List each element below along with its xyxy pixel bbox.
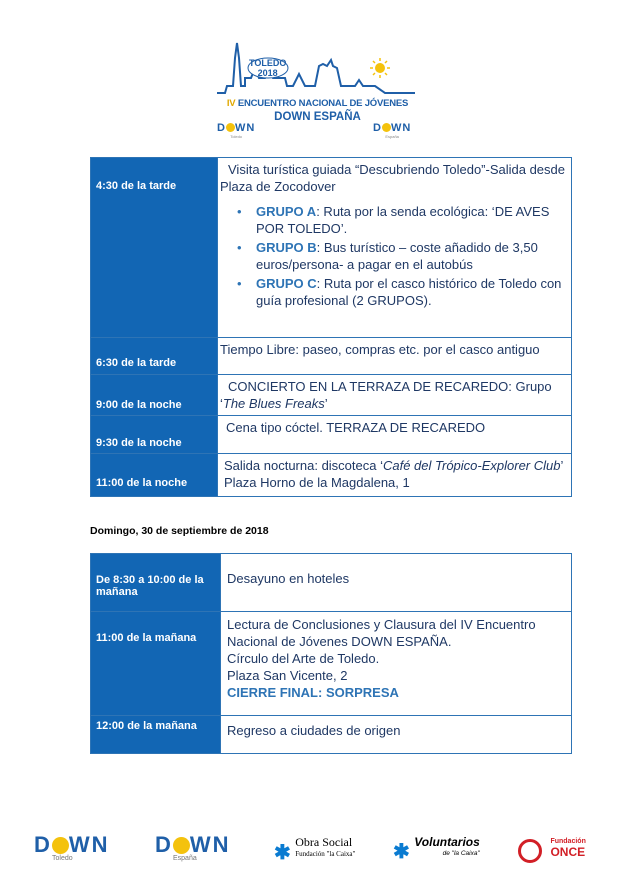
list-item: • GRUPO B: Bus turístico – coste añadido de 3,50 euros/persona- a pagar en el autobús [256, 239, 571, 273]
down-espana-logo-small: D WN España [373, 122, 412, 139]
table-row [91, 158, 572, 338]
description-cell: Cena tipo cóctel. TERRAZA DE RECAREDO [218, 416, 572, 454]
time-cell: 6:30 de la tarde [91, 338, 218, 375]
description-cell: Lectura de Conclusiones y Clausura del IV Encuentro Nacional de Jóvenes DOWN ESPAÑA. Círculo del Arte de Toledo. Plaza San Vicente, 2 CIERRE FINAL: SORPRESA [221, 612, 572, 716]
down-espana-logo: D WN España [155, 832, 231, 862]
saturday-schedule-table [90, 157, 572, 497]
table-row [91, 716, 572, 754]
sun-icon [370, 58, 390, 78]
time-cell: 12:00 de la mañana [91, 716, 221, 754]
list-item: • GRUPO C: Ruta por el casco histórico de Toledo con guía profesional (2 GRUPOS). [256, 275, 571, 309]
time-cell: 4:30 de la tarde [91, 158, 218, 338]
sunday-schedule-table [90, 553, 572, 754]
table-row [91, 416, 572, 454]
list-item: • GRUPO A: Ruta por la senda ecológica: ‘DE AVES POR TOLEDO’. [256, 203, 571, 237]
description-cell: Salida nocturna: discoteca ‘Café del Trópico-Explorer Club’ Plaza Horno de la Magdalena, 1 [218, 454, 572, 497]
la-caixa-star-icon: ✱ [393, 841, 410, 863]
time-cell: 9:30 de la noche [91, 416, 218, 454]
fundacion-once-logo: Fundación ONCE [518, 836, 586, 863]
down-toledo-logo: D WN Toledo [34, 832, 110, 862]
down-toledo-logo-small: D WN Toledo [217, 122, 256, 139]
once-ring-icon [518, 839, 542, 863]
toledo-skyline-icon [215, 38, 420, 100]
down-espana-title: DOWN ESPAÑA [274, 111, 361, 123]
table-row [91, 338, 572, 375]
encuentro-title: IV ENCUENTRO NACIONAL DE JÓVENES [226, 98, 409, 109]
table-row [91, 375, 572, 416]
event-logo [215, 38, 420, 138]
toledo-2018-badge: TOLEDO 2018 [249, 58, 287, 78]
time-cell: 9:00 de la noche [91, 375, 218, 416]
description-cell: Tiempo Libre: paseo, compras etc. por el casco antiguo [218, 338, 572, 375]
description-cell: Regreso a ciudades de origen [221, 716, 572, 754]
time-cell: 11:00 de la mañana [91, 612, 221, 716]
voluntarios-logo: ✱ Voluntarios de "la Caixa" [393, 835, 480, 863]
sunday-heading: Domingo, 30 de septiembre de 2018 [90, 525, 269, 537]
description-cell: Visita turística guiada “Descubriendo Toledo”-Salida desde Plaza de Zocodover • GRUPO A: Ruta por la senda ecológica: ‘DE AVES POR TOLEDO’. • GRUPO B: Bus turístico – coste añadido de 3,50 euros/persona- a pagar en el autobús • GRUPO C: Ruta por el casco histórico de Toledo con guía profesional (2 GRUPOS). [218, 158, 572, 338]
description-cell: Desayuno en hoteles [221, 554, 572, 612]
table-row [91, 454, 572, 497]
time-cell: 11:00 de la noche [91, 454, 218, 497]
la-caixa-star-icon: ✱ [274, 842, 291, 864]
table-row [91, 554, 572, 612]
obra-social-logo: ✱ Obra Social Fundación "la Caixa" [274, 835, 356, 864]
groups-list [218, 203, 571, 309]
description-cell: CONCIERTO EN LA TERRAZA DE RECAREDO: Grupo ‘The Blues Freaks’ [218, 375, 572, 416]
table-row [91, 612, 572, 716]
sponsor-logos [0, 828, 634, 878]
time-cell: De 8:30 a 10:00 de la mañana [91, 554, 221, 612]
